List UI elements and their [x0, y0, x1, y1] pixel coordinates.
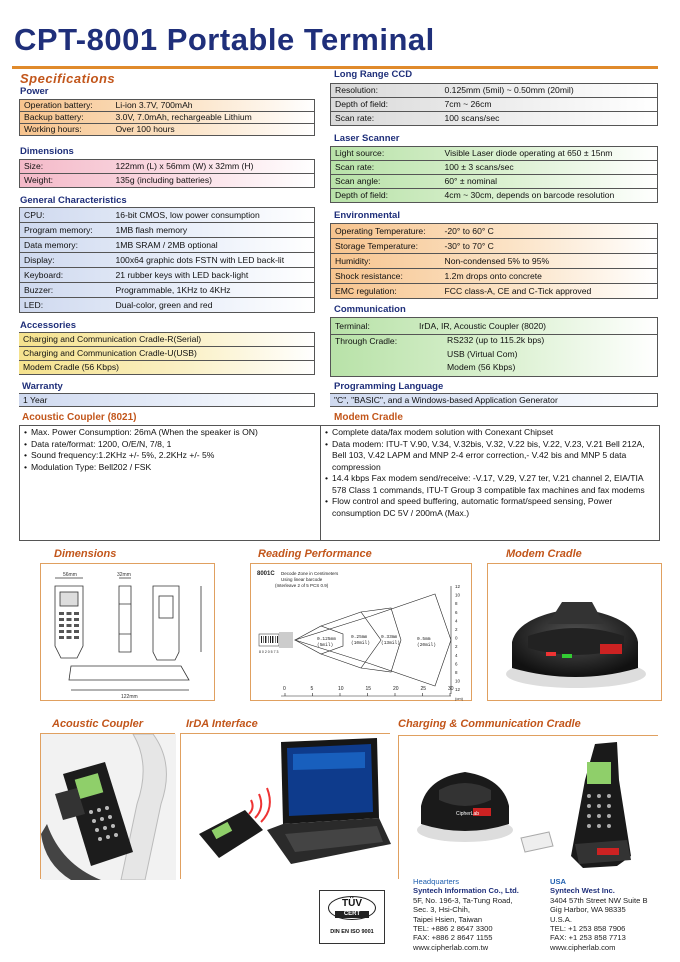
tuv-sub: CERT — [335, 911, 369, 918]
y-tick-label: 6 — [455, 609, 458, 615]
dimensions-drawing-svg — [41, 564, 216, 702]
y-tick-label: 12 — [455, 687, 461, 693]
table-row: 1 Year — [19, 394, 315, 407]
modem-title: Modem Cradle — [334, 412, 403, 423]
power-table — [19, 99, 315, 136]
y-tick-label: 10 — [455, 592, 461, 598]
table-row: Scan rate: 100 ± 3 scans/sec — [331, 161, 658, 175]
fig-charging-title: Charging & Communication Cradle — [398, 718, 581, 730]
x-tick-label: 10 — [338, 686, 344, 692]
zone-label: 0.25mm — [351, 635, 368, 640]
fig-dimensions-title: Dimensions — [54, 548, 117, 560]
modem-spec-box — [320, 425, 660, 541]
x-tick-label: 30 — [448, 686, 454, 692]
y-tick-label: 6 — [455, 661, 458, 667]
list-item: • Flow control and speed buffering, automatic format/speed sensing, Power consumption DC 5V / 200mA (Max.) — [325, 496, 655, 519]
table-row: Display: 100x64 graphic dots FSTN with LED back-lit — [20, 253, 315, 268]
table-row: Weight: 135g (including batteries) — [20, 174, 315, 188]
table-row: Operation battery: Li-ion 3.7V, 700mAh — [20, 100, 315, 112]
hq-label: Headquarters — [413, 877, 460, 886]
hq-address: Headquarters Syntech Information Co., Ltd. 5F, No. 196-3, Ta-Tung Road, Sec. 3, Hsi-Chih, Taipei Hsien, Taiwan TEL: +886 2 8647 3300 FAX: +886 2 8647 1155 www.cipherlab.com.tw — [413, 877, 519, 952]
dim-width-label: 56mm — [63, 572, 77, 578]
tuv-mark: TÜV — [342, 898, 362, 909]
general-table — [19, 207, 315, 313]
acoustic-title: Acoustic Coupler (8021) — [22, 412, 137, 423]
y-tick-label: 12 — [455, 584, 461, 589]
list-item: • Sound frequency:1.2KHz +/- 5%, 2.2KHz +/- 5% — [24, 450, 316, 462]
x-unit-label: (cm) — [455, 696, 463, 701]
charging-cradle-photo — [398, 735, 658, 879]
table-row: Scan angle: 60° ± nominal — [331, 175, 658, 189]
table-row: Storage Temperature: -30° to 70° C — [331, 239, 658, 254]
table-row: LED: Dual-color, green and red — [20, 298, 315, 313]
table-row: "C", "BASIC", and a Windows-based Application Generator — [330, 394, 658, 407]
ccd-title: Long Range CCD — [334, 69, 413, 80]
communication-terminal-value: IrDA, IR, Acoustic Coupler (8020) — [419, 321, 547, 331]
modem-cradle-photo — [487, 563, 662, 701]
x-tick-label: 0 — [283, 686, 286, 692]
y-tick-label: 0 — [455, 635, 458, 641]
table-row: Resolution: 0.125mm (5mil) ~ 0.50mm (20mil) — [331, 84, 658, 98]
zone-label: (20mil) — [417, 643, 436, 648]
zone-label: (13mil) — [381, 641, 400, 646]
y-tick-label: 4 — [455, 618, 458, 624]
zone-label: (5mil) — [317, 643, 334, 648]
fig-irda-title: IrDA Interface — [186, 718, 258, 730]
communication-cradle-label: Through Cradle: — [335, 336, 398, 346]
table-row: Shock resistance: 1.2m drops onto concrete — [331, 269, 658, 284]
table-row: Data memory: 1MB SRAM / 2MB optional — [20, 238, 315, 253]
dimensions-drawing — [40, 563, 215, 701]
programming-table — [330, 393, 658, 407]
table-row: Program memory: 1MB flash memory — [20, 223, 315, 238]
table-row: Buzzer: Programmable, 1KHz to 4KHz — [20, 283, 315, 298]
dimensions-table — [19, 159, 315, 188]
specifications-heading: Specifications — [20, 71, 116, 86]
list-item: • Complete data/fax modem solution with Conexant Chipset — [325, 427, 655, 439]
fig-reading-title: Reading Performance — [258, 548, 372, 560]
accessories-title: Accessories — [20, 320, 76, 331]
y-tick-label: 2 — [455, 644, 458, 650]
table-row: Depth of field: 4cm ~ 30cm, depends on barcode resolution — [331, 189, 658, 203]
reading-barcode — [259, 632, 293, 648]
laser-table — [330, 146, 658, 203]
table-row: EMC regulation: FCC class-A, CE and C-Tick approved — [331, 284, 658, 299]
list-item: • Modulation Type: Bell202 / FSK — [24, 462, 316, 474]
fig-acoustic-title: Acoustic Coupler — [52, 718, 144, 730]
cradle-brand-label: CipherLab — [456, 811, 480, 817]
general-title: General Characteristics — [20, 195, 127, 206]
table-row: Light source: Visible Laser diode operating at 650 ± 15nm — [331, 147, 658, 161]
irda-photo — [180, 733, 390, 879]
accessories-table — [19, 332, 315, 375]
communication-title: Communication — [334, 304, 406, 315]
reading-chart-svg — [251, 564, 473, 702]
table-row: Depth of field: 7cm ~ 26cm — [331, 98, 658, 112]
table-row: Humidity: Non-condensed 5% to 95% — [331, 254, 658, 269]
table-row: Modem Cradle (56 Kbps) — [19, 361, 315, 375]
usa-label: USA — [550, 877, 567, 886]
table-row: Working hours: Over 100 hours — [20, 124, 315, 136]
warranty-title: Warranty — [22, 381, 63, 392]
table-row: Size: 122mm (L) x 56mm (W) x 32mm (H) — [20, 160, 315, 174]
x-tick-label: 20 — [393, 686, 399, 692]
tuv-std: DIN EN ISO 9001 — [330, 929, 374, 935]
reading-caption-1: Decode Zone in Centimeters — [281, 571, 339, 576]
ccd-table — [330, 83, 658, 126]
table-row: Backup battery: 3.0V, 7.0mAh, rechargeable Lithium — [20, 112, 315, 124]
zone-label: (10mil) — [351, 641, 370, 646]
y-tick-label: 4 — [455, 652, 458, 658]
list-item: • Data rate/format: 1200, O/E/N, 7/8, 1 — [24, 439, 316, 451]
table-row: Operating Temperature: -20° to 60° C — [331, 224, 658, 239]
acoustic-coupler-photo — [40, 733, 175, 879]
table-row: Keyboard: 21 rubber keys with LED back-light — [20, 268, 315, 283]
reading-caption-3: (Interleave 2 of 5 PCS 0.9) — [275, 583, 329, 588]
barcode-digits: 8 0 2 0 5 7 3 — [259, 650, 279, 654]
y-tick-label: 2 — [455, 627, 458, 632]
acoustic-spec-box — [19, 425, 321, 541]
environmental-table — [330, 223, 658, 299]
y-tick-label: 8 — [455, 670, 458, 675]
zone-label: 0.5mm — [417, 637, 431, 642]
tuv-cert-logo — [319, 890, 385, 944]
dimensions-title: Dimensions — [20, 146, 74, 157]
reading-model: 8001C — [257, 571, 275, 577]
communication-terminal-label: Terminal: — [335, 321, 370, 331]
table-row: Scan rate: 100 scans/sec — [331, 112, 658, 126]
dim-height-label: 32mm — [117, 572, 131, 578]
reading-caption-2: Using linear barcode — [281, 577, 323, 582]
laser-title: Laser Scanner — [334, 133, 400, 144]
table-row: Charging and Communication Cradle-R(Serial) — [19, 333, 315, 347]
x-tick-label: 15 — [365, 686, 372, 692]
communication-table — [330, 317, 658, 377]
y-tick-label: 8 — [455, 601, 458, 607]
page-title: CPT-8001 Portable Terminal — [14, 22, 435, 57]
list-item: • Data modem: ITU-T V.90, V.34, V.32bis, V.32, V.22 bis, V.22, V.23, V.21 Bell 212A, Bell 103, V.42 LAPM and MNP 2-4 error correction,- V.42 bis and MNP 5 data compression — [325, 439, 655, 474]
table-row: CPU: 16-bit CMOS, low power consumption — [20, 208, 315, 223]
communication-cradle-values: RS232 (up to 115.2k bps) USB (Virtual Com) Modem (56 Kbps) — [447, 335, 545, 372]
y-tick-label: 10 — [455, 678, 461, 684]
usa-address: USA Syntech West Inc. 3404 57th Street NW Suite B Gig Harbor, WA 98335 U.S.A. TEL: +1 253 858 7906 FAX: +1 253 858 7713 www.cipherlab.com — [550, 877, 648, 952]
environmental-title: Environmental — [334, 210, 400, 221]
zone-label: 0.125mm — [317, 637, 336, 642]
x-tick-label: 25 — [420, 686, 427, 692]
reading-chart — [250, 563, 472, 701]
list-item: • 14.4 kbps Fax modem send/receive: -V.17, V.29, V.27 ter, V.21 channel 2, EIA/TIA 578 Class 1 commands, ITU-T Group 3 compatible fax machines and fax modems — [325, 473, 655, 496]
programming-title: Programming Language — [334, 381, 444, 392]
warranty-table — [19, 393, 315, 407]
table-row: Charging and Communication Cradle-U(USB) — [19, 347, 315, 361]
list-item: • Max. Power Consumption: 26mA (When the speaker is ON) — [24, 427, 316, 439]
dim-length-label: 122mm — [121, 694, 138, 700]
x-tick-label: 5 — [310, 686, 314, 692]
fig-modem-title: Modem Cradle — [506, 548, 582, 560]
power-title: Power — [20, 86, 49, 97]
zone-label: 0.33mm — [381, 635, 398, 640]
